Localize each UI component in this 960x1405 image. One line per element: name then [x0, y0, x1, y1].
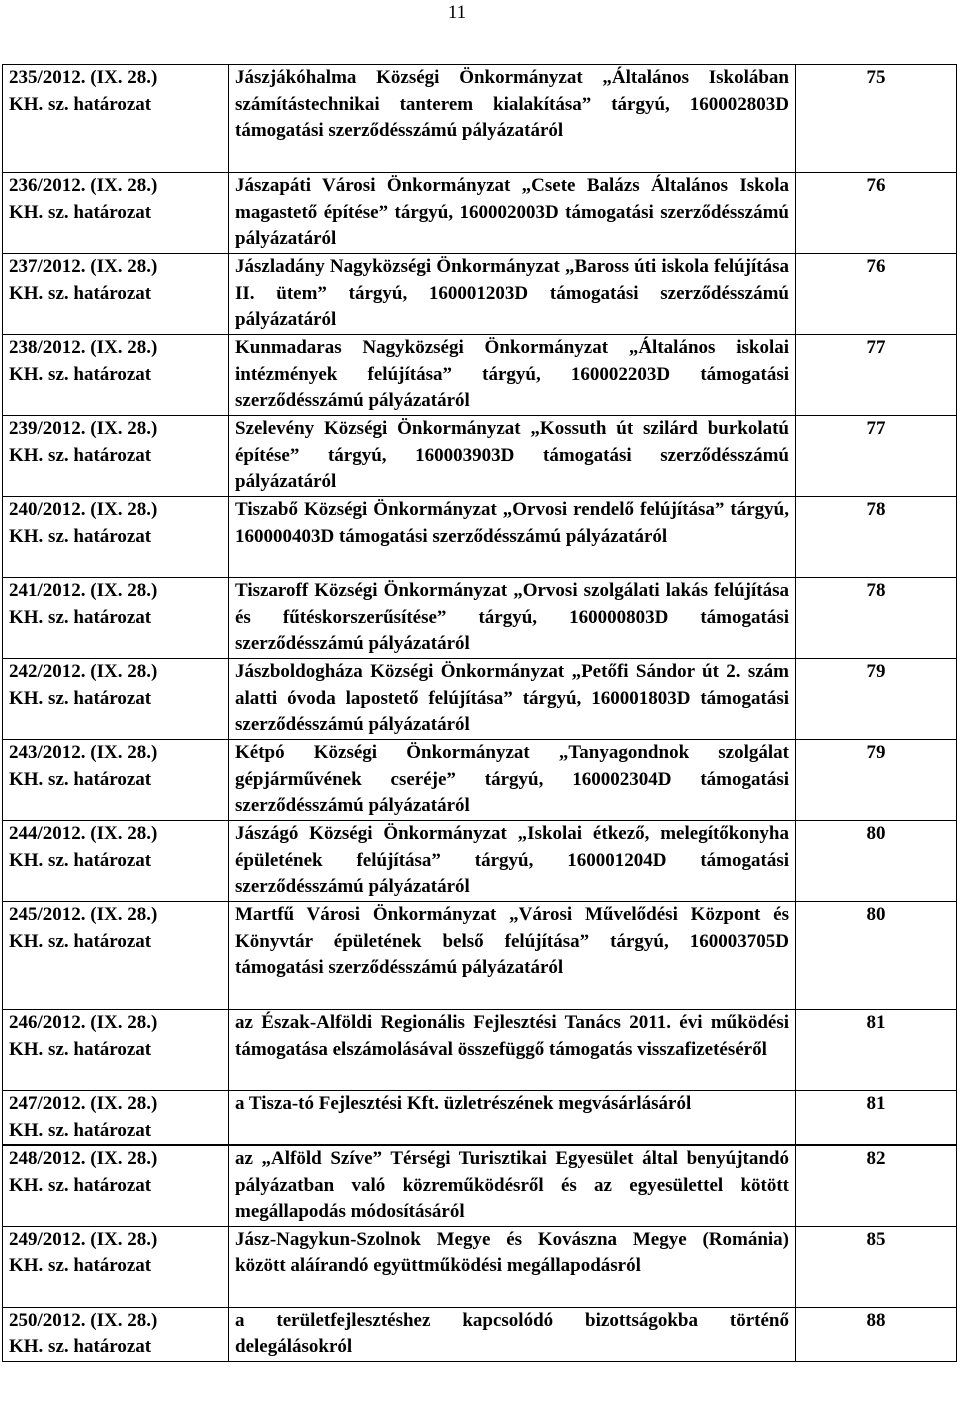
resolution-title: Jász-Nagykun-Szolnok Megye és Kovászna Megye (Románia) között aláírandó együttműködési megállapodásról [229, 1226, 796, 1307]
resolution-number: 238/2012. (IX. 28.) KH. sz. határozat [3, 335, 229, 416]
resolution-title: a Tisza-tó Fejlesztési Kft. üzletrészének megvásárlásáról [229, 1091, 796, 1146]
table-row [3, 497, 957, 578]
page-reference: 77 [796, 335, 957, 416]
page-reference: 79 [796, 740, 957, 821]
table-row [3, 821, 957, 902]
page-reference: 76 [796, 173, 957, 254]
resolution-title: Jászapáti Városi Önkormányzat „Csete Balázs Általános Iskola magastető építése” tárgyú, 160002003D támogatási szerződésszámú pályázatáról [229, 173, 796, 254]
resolution-title: Jászladány Nagyközségi Önkormányzat „Baross úti iskola felújítása II. ütem” tárgyú, 160001203D támogatási szerződésszámú pályázatáról [229, 254, 796, 335]
resolution-title: Jászjákóhalma Községi Önkormányzat „Általános Iskolában számítástechnikai tanterem kialakítása” tárgyú, 160002803D támogatási szerződésszámú pályázatáról [229, 65, 796, 173]
table-row [3, 173, 957, 254]
page-reference: 82 [796, 1145, 957, 1226]
resolution-number: 242/2012. (IX. 28.) KH. sz. határozat [3, 659, 229, 740]
page-reference: 81 [796, 1010, 957, 1091]
resolution-title: a területfejlesztéshez kapcsolódó bizottságokba történő delegálásokról [229, 1307, 796, 1361]
resolution-title: Jászboldogháza Községi Önkormányzat „Petőfi Sándor út 2. szám alatti óvoda lapostető felújítása” tárgyú, 160001803D támogatási szerződésszámú pályázatáról [229, 659, 796, 740]
resolution-title: Kunmadaras Nagyközségi Önkormányzat „Általános iskolai intézmények felújítása” tárgyú, 160002203D támogatási szerződésszámú pályázatáról [229, 335, 796, 416]
resolution-title: Kétpó Községi Önkormányzat „Tanyagondnok szolgálat gépjárművének cseréje” tárgyú, 160002304D támogatási szerződésszámú pályázatáról [229, 740, 796, 821]
table-row [3, 1010, 957, 1091]
resolution-index-table [2, 64, 957, 1362]
resolution-number: 239/2012. (IX. 28.) KH. sz. határozat [3, 416, 229, 497]
resolution-number: 237/2012. (IX. 28.) KH. sz. határozat [3, 254, 229, 335]
page-reference: 78 [796, 497, 957, 578]
table-row [3, 659, 957, 740]
resolution-number: 241/2012. (IX. 28.) KH. sz. határozat [3, 578, 229, 659]
resolution-title: Tiszabő Községi Önkormányzat „Orvosi rendelő felújítása” tárgyú, 160000403D támogatási szerződésszámú pályázatáról [229, 497, 796, 578]
resolution-number: 247/2012. (IX. 28.) KH. sz. határozat [3, 1091, 229, 1146]
resolution-number: 235/2012. (IX. 28.) KH. sz. határozat [3, 65, 229, 173]
page-reference: 75 [796, 65, 957, 173]
page-reference: 81 [796, 1091, 957, 1146]
table-row [3, 335, 957, 416]
resolution-title: az Észak-Alföldi Regionális Fejlesztési Tanács 2011. évi működési támogatása elszámolásával összefüggő támogatás visszafizetéséről [229, 1010, 796, 1091]
resolution-title: az „Alföld Szíve” Térségi Turisztikai Egyesület által benyújtandó pályázatban való közreműködésről és az egyesülettel kötött megállapodás módosításáról [229, 1145, 796, 1226]
page-reference: 76 [796, 254, 957, 335]
resolution-number: 244/2012. (IX. 28.) KH. sz. határozat [3, 821, 229, 902]
resolution-number: 243/2012. (IX. 28.) KH. sz. határozat [3, 740, 229, 821]
page-reference: 79 [796, 659, 957, 740]
resolution-number: 249/2012. (IX. 28.) KH. sz. határozat [3, 1226, 229, 1307]
page-reference: 80 [796, 821, 957, 902]
resolution-number: 245/2012. (IX. 28.) KH. sz. határozat [3, 902, 229, 1010]
table-row [3, 416, 957, 497]
resolution-number: 248/2012. (IX. 28.) KH. sz. határozat [3, 1145, 229, 1226]
resolution-title: Tiszaroff Községi Önkormányzat „Orvosi szolgálati lakás felújítása és fűtéskorszerűsítése” tárgyú, 160000803D támogatási szerződésszámú pályázatáról [229, 578, 796, 659]
table-row [3, 1145, 957, 1226]
page-reference: 88 [796, 1307, 957, 1361]
table-row [3, 254, 957, 335]
resolution-number: 246/2012. (IX. 28.) KH. sz. határozat [3, 1010, 229, 1091]
resolution-title: Szelevény Községi Önkormányzat „Kossuth út szilárd burkolatú építése” tárgyú, 160003903D támogatási szerződésszámú pályázatáról [229, 416, 796, 497]
resolution-title: Jászágó Községi Önkormányzat „Iskolai étkező, melegítőkonyha épületének felújítása” tárgyú, 160001204D támogatási szerződésszámú pályázatáról [229, 821, 796, 902]
resolution-number: 236/2012. (IX. 28.) KH. sz. határozat [3, 173, 229, 254]
page-reference: 85 [796, 1226, 957, 1307]
table-row [3, 1226, 957, 1307]
resolution-title: Martfű Városi Önkormányzat „Városi Művelődési Központ és Könyvtár épületének belső felújítása” tárgyú, 160003705D támogatási szerződésszámú pályázatáról [229, 902, 796, 1010]
table-row [3, 1091, 957, 1146]
resolution-number: 240/2012. (IX. 28.) KH. sz. határozat [3, 497, 229, 578]
table-row [3, 740, 957, 821]
page-reference: 77 [796, 416, 957, 497]
page-reference: 80 [796, 902, 957, 1010]
index-table-body [3, 65, 957, 1362]
page-number: 11 [447, 2, 467, 23]
page-reference: 78 [796, 578, 957, 659]
table-row [3, 65, 957, 173]
table-row [3, 902, 957, 1010]
table-row [3, 578, 957, 659]
resolution-number: 250/2012. (IX. 28.) KH. sz. határozat [3, 1307, 229, 1361]
table-row [3, 1307, 957, 1361]
